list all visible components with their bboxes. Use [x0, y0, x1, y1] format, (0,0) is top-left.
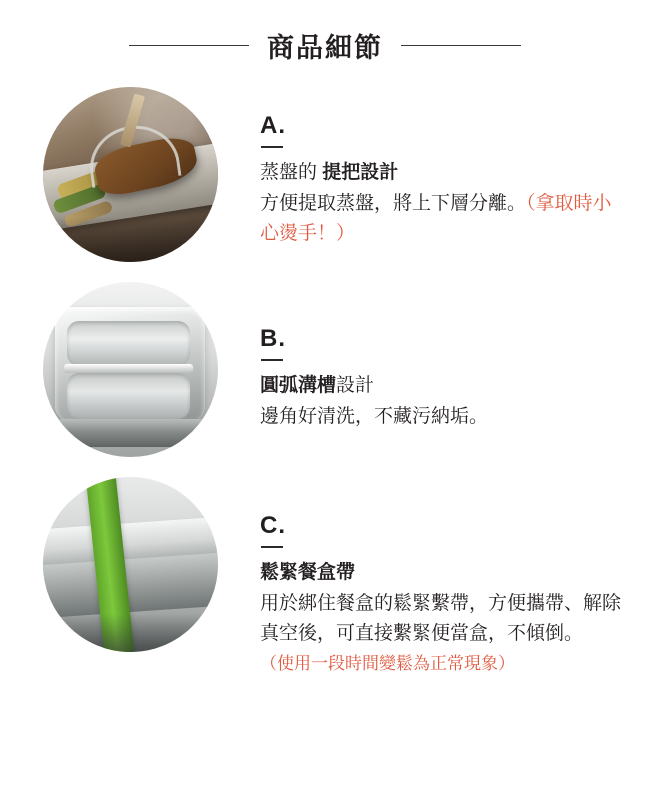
detail-text-b	[260, 276, 650, 432]
photo-c-box-body	[43, 553, 218, 619]
section-subtitle-c	[260, 558, 628, 587]
section-letter-a: A.	[260, 112, 286, 139]
section-subtitle-b-plain: 設計	[336, 375, 375, 397]
section-body-b: 邊角好清洗，不藏污納垢。	[260, 405, 489, 427]
photo-b-compartment-bottom	[67, 373, 190, 419]
section-subtitle-b	[260, 371, 628, 400]
thumbnail-wrapper-b	[0, 276, 260, 457]
section-underline-a	[261, 146, 283, 148]
section-note-a: （拿取時小心燙手！）	[260, 192, 612, 245]
header-rule-right	[401, 45, 521, 46]
section-body-a	[260, 189, 628, 250]
section-letter-c: C.	[260, 512, 286, 539]
section-body-c: 用於綁住餐盒的鬆緊繫帶，方便攜帶、解除真空後，可直接繫緊便當盒，不傾倒。	[260, 592, 622, 645]
section-subtitle-c-bold: 鬆緊餐盒帶	[260, 562, 356, 584]
section-note-c: （使用一段時間變鬆為正常現象）	[260, 653, 515, 673]
detail-section-a	[0, 81, 650, 262]
elastic-lunchbox-strap-photo	[43, 477, 218, 652]
detail-section-c	[0, 471, 650, 677]
section-subtitle-b-bold: 圓弧溝槽	[260, 375, 337, 397]
photo-c-vignette	[43, 614, 218, 653]
section-body-a-text: 方便提取蒸盤，將上下層分離。	[260, 192, 527, 214]
page-title: 商品細節	[267, 33, 383, 63]
detail-text-a	[260, 81, 650, 250]
section-subtitle-a	[260, 158, 628, 187]
thumbnail-wrapper-c	[0, 471, 260, 652]
section-letter-b: B.	[260, 325, 286, 352]
detail-section-b	[0, 276, 650, 457]
photo-b-compartment-top	[67, 321, 190, 367]
photo-a-vignette	[43, 217, 218, 263]
rounded-groove-corner-photo	[43, 282, 218, 457]
section-subtitle-a-bold: 提把設計	[322, 162, 399, 184]
thumbnail-wrapper-a	[0, 81, 260, 262]
header-rule-left	[129, 45, 249, 46]
detail-text-c	[260, 471, 650, 677]
photo-b-divider	[64, 364, 194, 373]
steam-tray-handle-photo	[43, 87, 218, 262]
page-header	[0, 0, 650, 65]
section-underline-b	[261, 359, 283, 361]
section-subtitle-a-plain: 蒸盤的	[260, 162, 323, 184]
section-underline-c	[261, 546, 283, 548]
photo-b-rim	[50, 419, 211, 447]
